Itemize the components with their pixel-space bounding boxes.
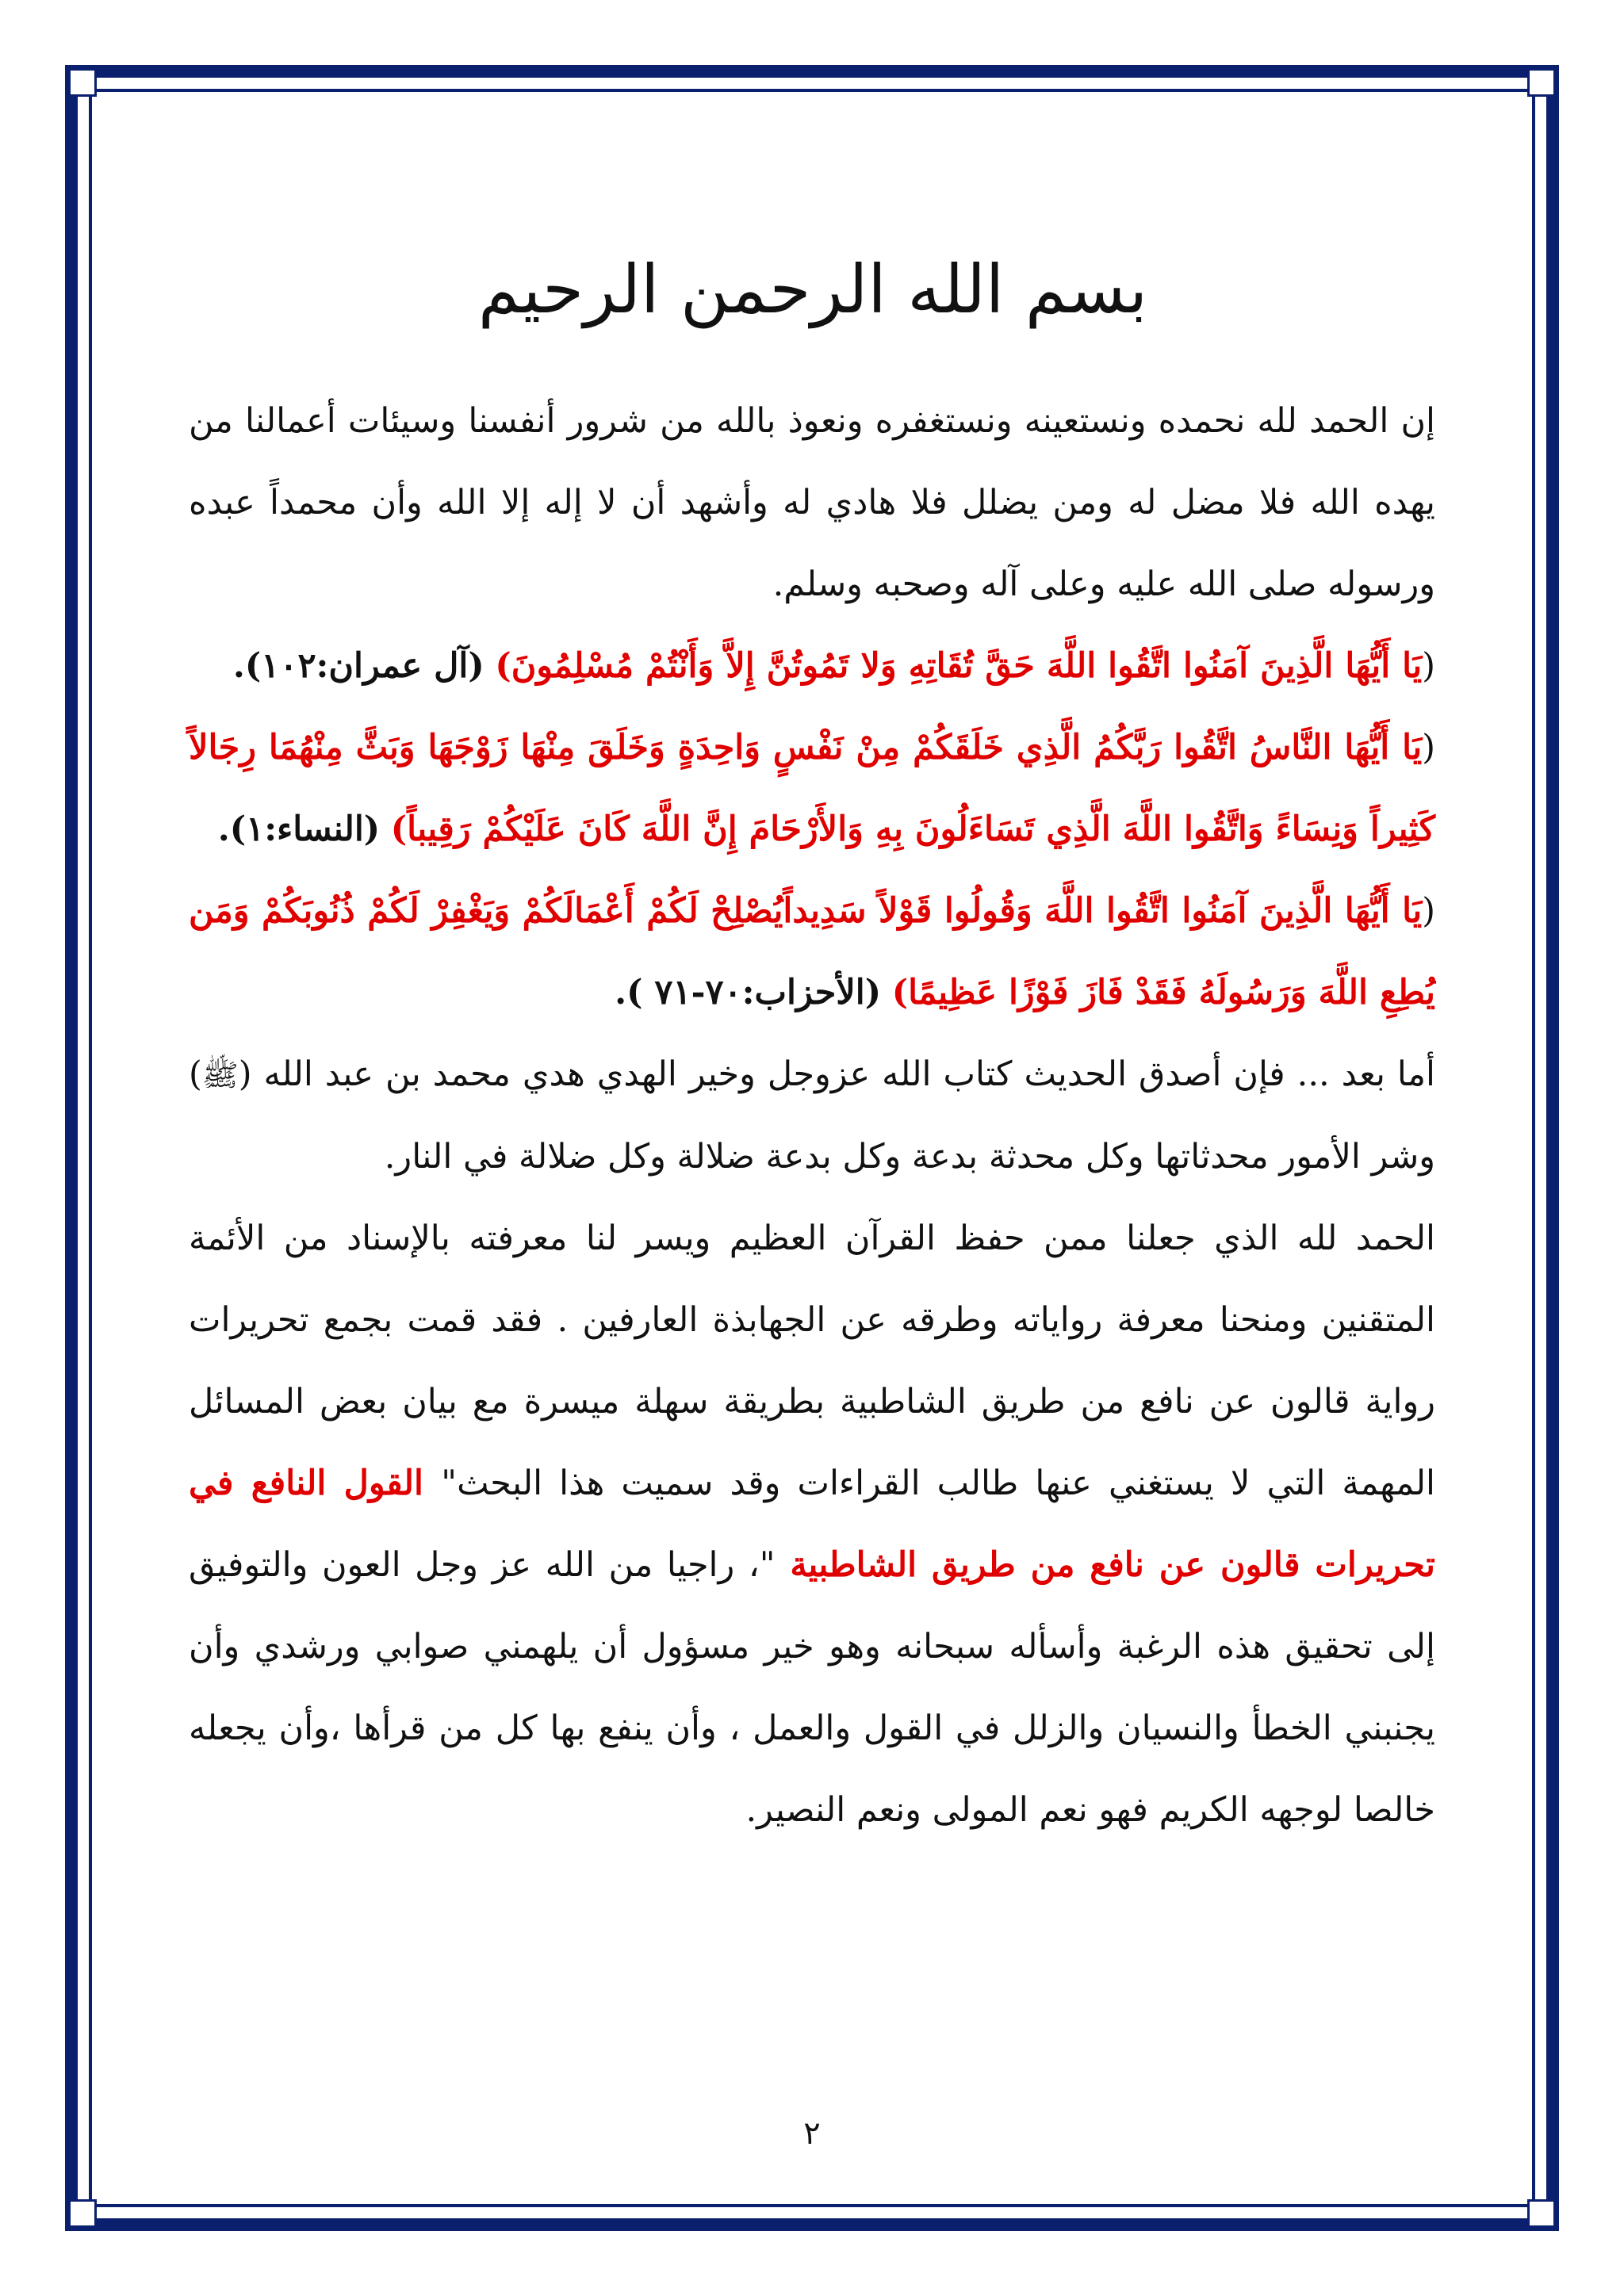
quran-verse: يَا أَيُّهَا الَّذِينَ آمَنُوا اتَّقُوا اللَّهَ حَقَّ تُقَاتِهِ وَلا تَمُوتُنَّ إِلاَّ وَأَنْتُمْ مُسْلِمُونَ) [495,646,1423,686]
border-corner-ornament [68,68,97,97]
verse-reference: (الأحزاب:٧٠-٧١ ). [615,973,882,1012]
closing-text-end: "، راجيا من الله عز وجل العون والتوفيق إلى تحقيق هذه الرغبة وأسأله سبحانه وهو خير مسؤول أن يلهمني صوابي ورشدي وأن يجنبني الخطأ والنسيان والزلل في القول والعمل ، وأن ينفع بها كل من قرأها ،وأن يجعله خالصا لوجهه الكريم فهو نعم المولى ونعم النصير. [189,1545,1435,1830]
verse-block [189,707,1435,871]
intro-paragraph: إن الحمد لله نحمده ونستعينه ونستغفره ونعوذ بالله من شرور أنفسنا وسيئات أعمالنا من يهده الله فلا مضل له ومن يضلل فلا هادي له وأشهد أن لا إله إلا الله وأن محمداً عبده ورسوله صلى الله عليه وعلى آله وصحبه وسلم. [189,401,1435,604]
amma-baad-paragraph [189,1034,1435,1198]
amma-baad-text-end: ) وشر الأمور محدثاتها وكل محدثة بدعة وكل بدعة ضلالة وكل ضلالة في النار. [189,1054,1435,1177]
verse-ref-spacer [485,646,496,686]
salawat-symbol: ﷺ [201,1058,239,1093]
basmala-calligraphy: بسم الله الرحمن الرحيم [477,251,1148,328]
quran-verse: يَا أَيُّهَا الَّذِينَ آمَنُوا اتَّقُوا اللَّهَ وَقُولُوا قَوْلاً سَدِيداًيُصْلِحْ لَكُمْ أَعْمَالَكُمْ وَيَغْفِرْ لَكُمْ ذُنُوبَكُمْ وَمَن يُطِعِ اللَّهَ وَرَسُولَهُ فَقَدْ فَازَ فَوْزًا عَظِيمًا) [189,891,1435,1012]
verse-block [189,871,1435,1034]
border-corner-ornament [1527,2199,1556,2228]
quran-verse: يَا أَيُّهَا النَّاسُ اتَّقُوا رَبَّكُمُ الَّذِي خَلَقَكُمْ مِنْ نَفْسٍ وَاحِدَةٍ وَخَلَقَ مِنْهَا زَوْجَهَا وَبَثَّ مِنْهُمَا رِجَالاً كَثِيراً وَنِسَاءً وَاتَّقُوا اللَّهَ الَّذِي تَسَاءَلُونَ بِهِ وَالأَرْحَامَ إِنَّ اللَّهَ كَانَ عَلَيْكُمْ رَقِيباً) [189,728,1435,849]
closing-paragraph [189,1198,1435,1851]
book-title: القول النافع في تحريرات قالون عن نافع من طريق الشاطبية [189,1464,1435,1585]
verse-reference: (النساء:١). [217,809,381,849]
document-body [189,381,1435,1851]
page-number: ٢ [803,2115,821,2152]
border-corner-ornament [1527,68,1556,97]
verse-ref-spacer [881,973,892,1012]
verse-open-paren: ( [1422,646,1435,686]
verse-ref-spacer [380,809,391,849]
verse-block [189,626,1435,707]
verse-open-paren: ( [1422,891,1435,931]
border-corner-ornament [68,2199,97,2228]
verse-open-paren: ( [1422,728,1435,767]
amma-baad-text: أما بعد ... فإن أصدق الحديث كتاب الله عزوجل وخير الهدي هدي محمد بن عبد الله ( [238,1054,1435,1094]
closing-text: الحمد لله الذي جعلنا ممن حفظ القرآن العظيم ويسر لنا معرفته بالإسناد من الأئمة المتقنين ومنحنا معرفة رواياته وطرقه عن الجهابذة العارفين . فقد قمت بجمع تحريرات رواية قالون عن نافع من طريق الشاطبية بطريقة سهلة ميسرة مع بيان بعض المسائل المهمة التي لا يستغني عنها طالب القراءات وقد سميت هذا البحث" [189,1219,1435,1503]
verse-reference: (آل عمران:١٠٢). [232,646,485,686]
